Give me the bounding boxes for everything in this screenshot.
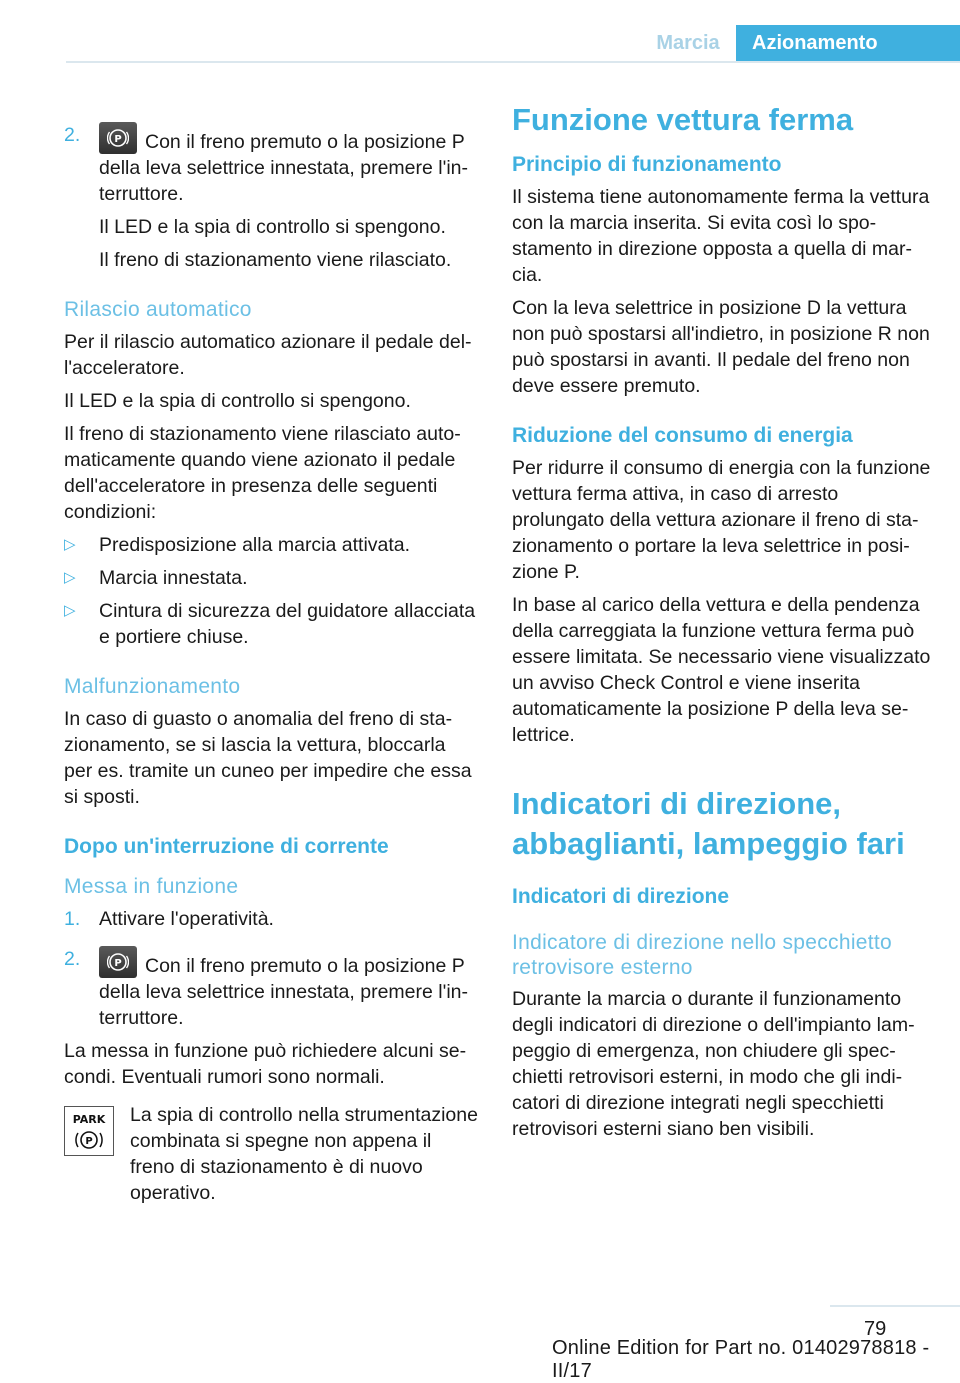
heading-dopo-interruzione: Dopo un'interruzione di corrente (64, 835, 389, 858)
step-2-text: Con il freno premuto o la posizione P della leva selettrice innestata, premere l'interruttore. (99, 131, 468, 205)
paragraph-principio-1: Il sistema tiene autonomamente ferma la vettura con la marcia inserita. Si evita così lo spostamento in direzione opposta a quella di marcia. (512, 186, 930, 286)
heading-principio: Principio di funzionamento (512, 153, 782, 176)
heading-indicatore-specchietto: Indicatore di direzione nello specchietto retrovisore esterno (512, 931, 893, 979)
list-item: ▷ Cintura di sicurezza del guidatore allacciata e portiere chiuse. (64, 600, 476, 648)
svg-text:P: P (114, 134, 122, 145)
step-1: 1. Attivare l'operatività. (64, 908, 274, 930)
heading-rilascio-automatico: Rilascio automatico (64, 298, 252, 321)
park-warning-note (64, 1102, 479, 1206)
triangle-bullet-icon: ▷ (64, 569, 76, 586)
step-2-release (64, 122, 479, 273)
paragraph-rilascio-3: Il freno di stazionamento viene rilasciato automaticamente quando viene azionato il pedale dell'acceleratore in presenza delle seguenti condizioni: (64, 423, 461, 523)
triangle-bullet-icon: ▷ (64, 602, 76, 619)
paragraph-spia: La spia di controllo nella strumentazione combinata si spegne non appena il freno di stazionamento è di nuovo operativo. (130, 1104, 478, 1204)
heading-messa-in-funzione: Messa in funzione (64, 875, 239, 898)
page-number: 79 (864, 1318, 887, 1340)
paragraph-riduzione-2: In base al carico della vettura e della pendenza della carreggiata la funzione vettura ferma può essere limitata. Se necessario viene visualizzato un avviso Check Control e viene inserita automaticamente la posizione P della leva selettrice. (512, 594, 931, 746)
header-rule (66, 61, 960, 63)
paragraph-rilascio-1: Per il rilascio automatico azionare il pedale dell'acceleratore. (64, 331, 472, 379)
heading-funzione-vettura-ferma: Funzione vettura ferma (512, 102, 854, 137)
heading-riduzione-consumo: Riduzione del consumo di energia (512, 424, 853, 447)
right-column (512, 102, 932, 1149)
svg-text:P: P (114, 958, 122, 969)
paragraph-malfunzionamento: In caso di guasto o anomalia del freno di stazionamento, se si lascia la vettura, bloccarla per es. tramite un cuneo per impedire che essa si sposti. (64, 708, 472, 808)
step-2-led-text: Il LED e la spia di controllo si spengono. (99, 216, 446, 238)
parking-brake-button-icon (99, 122, 137, 154)
parking-brake-button-icon (99, 946, 137, 978)
step-number: 2. (64, 124, 81, 146)
heading-malfunzionamento: Malfunzionamento (64, 675, 241, 698)
paragraph-messa-in-funzione: La messa in funzione può richiedere alcuni secondi. Eventuali rumori sono normali. (64, 1040, 467, 1088)
edition-note: Online Edition for Part no. 01402978818 - II/17 (552, 1337, 930, 1382)
paragraph-rilascio-2: Il LED e la spia di controllo si spengono. (64, 390, 411, 412)
heading-indicatori-direzione: Indicatori di direzione (512, 885, 730, 908)
paragraph-riduzione-1: Per ridurre il consumo di energia con la funzione vettura ferma attiva, in caso di arresto prolungato della vettura azionare il freno di stazionamento o portare la leva selettrice in posizione P. (512, 457, 931, 583)
footer-rule (830, 1305, 960, 1307)
header-section-azionamento[interactable]: Azionamento (736, 25, 960, 61)
step-2: 2. P Con il freno premuto o la posizione P della leva selettrice innestata, premere l'interruttore. (64, 948, 468, 1029)
park-warning-light-icon (64, 1106, 114, 1156)
step-2-release-text: Il freno di stazionamento viene rilasciato. (99, 249, 452, 271)
svg-text:P: P (85, 1136, 93, 1147)
paragraph-indicatori: Durante la marcia o durante il funzionamento degli indicatori di direzione o dell'impianto lampeggio di emergenza, non chiudere gli specchietti retrovisori esterni, in modo che gli indicatori di direzione integrati negli specchietti retrovisori esterni siano ben visibili. (512, 988, 915, 1140)
list-item: ▷ Marcia innestata. (64, 567, 248, 589)
header-section-marcia[interactable]: Marcia (656, 32, 720, 54)
list-item: ▷ Predisposizione alla marcia attivata. (64, 534, 411, 556)
park-label: PARK (72, 1113, 106, 1126)
paragraph-principio-2: Con la leva selettrice in posizione D la vettura non può spostarsi all'indietro, in posizione R non può spostarsi in avanti. Il pedale del freno non deve essere premuto. (512, 297, 930, 397)
heading-indicatori-direzione-abbaglianti: Indicatori di direzione, abbaglianti, lampeggio fari (512, 786, 905, 861)
triangle-bullet-icon: ▷ (64, 536, 76, 553)
left-column (64, 122, 479, 1213)
